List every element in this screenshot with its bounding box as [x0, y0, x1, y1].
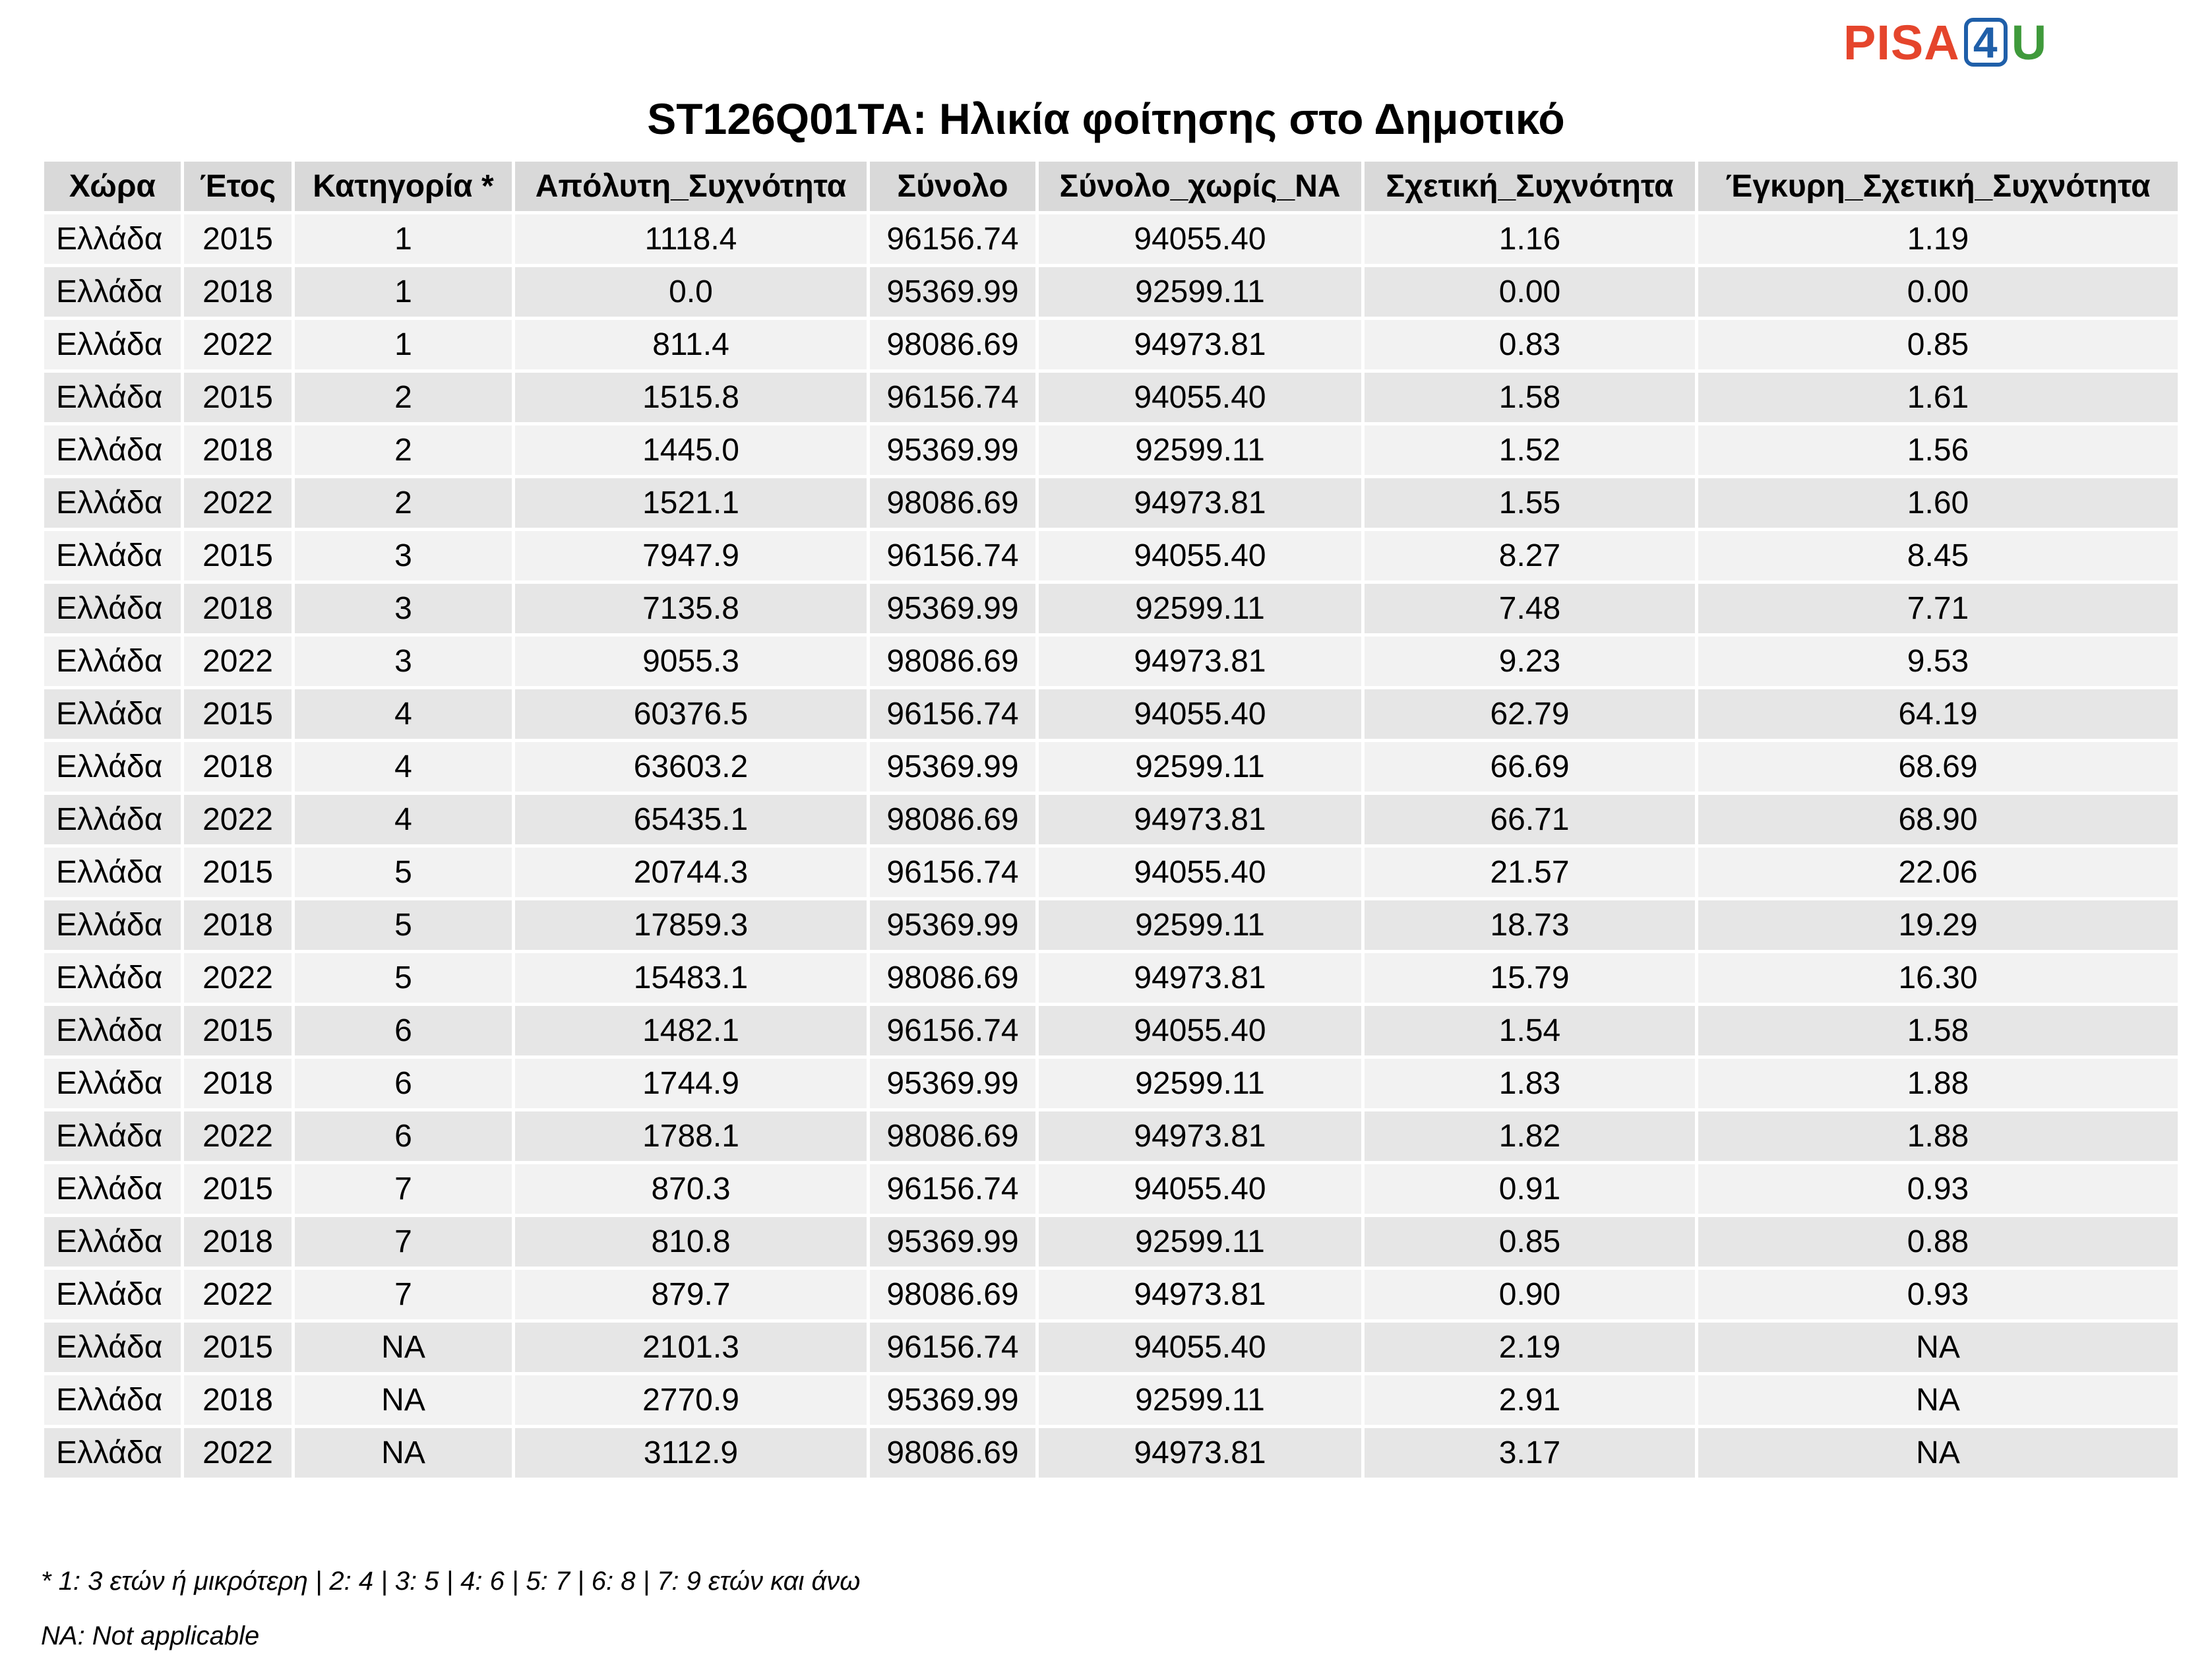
table-cell: 7947.9	[514, 530, 869, 582]
na-footnote: NA: Not applicable	[41, 1621, 260, 1650]
table-row	[43, 477, 2180, 530]
table-cell: 68.69	[1697, 741, 2180, 794]
table-cell: 2018	[183, 1057, 293, 1110]
table-cell: 2022	[183, 794, 293, 846]
table-cell: 2015	[183, 1163, 293, 1216]
table-cell: 94055.40	[1037, 371, 1363, 424]
table-cell: 5	[293, 846, 514, 899]
table-cell: 2015	[183, 688, 293, 741]
table-cell: 9.53	[1697, 635, 2180, 688]
table-cell: 3.17	[1363, 1427, 1697, 1480]
table-cell: 92599.11	[1037, 741, 1363, 794]
table-cell: Ελλάδα	[43, 846, 183, 899]
table-cell: 2015	[183, 530, 293, 582]
table-cell: NA	[293, 1374, 514, 1427]
table-cell: 1.55	[1363, 477, 1697, 530]
table-row	[43, 794, 2180, 846]
table-cell: 6	[293, 1057, 514, 1110]
table-cell: 1515.8	[514, 371, 869, 424]
table-cell: Ελλάδα	[43, 213, 183, 266]
table-cell: 2015	[183, 371, 293, 424]
table-row	[43, 1005, 2180, 1057]
table-cell: 1.52	[1363, 424, 1697, 477]
table-cell: Ελλάδα	[43, 1005, 183, 1057]
table-cell: 98086.69	[869, 477, 1037, 530]
logo-u-text: U	[2011, 15, 2048, 70]
table-cell: 2022	[183, 477, 293, 530]
table-cell: 98086.69	[869, 1427, 1037, 1480]
table-cell: 1521.1	[514, 477, 869, 530]
table-cell: Ελλάδα	[43, 688, 183, 741]
table-cell: 94055.40	[1037, 1005, 1363, 1057]
table-row	[43, 1268, 2180, 1321]
table-cell: 3	[293, 530, 514, 582]
table-header-row	[43, 160, 2180, 213]
table-cell: 1.19	[1697, 213, 2180, 266]
table-row	[43, 371, 2180, 424]
table-row	[43, 1374, 2180, 1427]
table-cell: 5	[293, 952, 514, 1005]
table-cell: Ελλάδα	[43, 1110, 183, 1163]
table-body	[43, 213, 2180, 1480]
table-cell: NA	[293, 1427, 514, 1480]
table-row	[43, 582, 2180, 635]
table-cell: 2015	[183, 213, 293, 266]
table-cell: 7.71	[1697, 582, 2180, 635]
table-cell: 2015	[183, 1005, 293, 1057]
table-cell: 98086.69	[869, 1110, 1037, 1163]
table-cell: 1.54	[1363, 1005, 1697, 1057]
table-cell: 2018	[183, 899, 293, 952]
table-cell: 1.82	[1363, 1110, 1697, 1163]
table-cell: 95369.99	[869, 424, 1037, 477]
table-cell: 95369.99	[869, 1057, 1037, 1110]
table-cell: Ελλάδα	[43, 477, 183, 530]
table-cell: 92599.11	[1037, 424, 1363, 477]
table-cell: 1118.4	[514, 213, 869, 266]
table-cell: 94973.81	[1037, 635, 1363, 688]
table-cell: 94055.40	[1037, 1321, 1363, 1374]
table-row	[43, 635, 2180, 688]
table-row	[43, 1163, 2180, 1216]
category-footnote: * 1: 3 ετών ή μικρότερη | 2: 4 | 3: 5 | 4: 6 | 5: 7 | 6: 8 | 7: 9 ετών και άνω	[41, 1567, 861, 1596]
table-cell: 94055.40	[1037, 1163, 1363, 1216]
table-cell: NA	[1697, 1321, 2180, 1374]
logo-pisa-text: PISA	[1843, 15, 1960, 70]
table-cell: 3	[293, 635, 514, 688]
table-cell: 92599.11	[1037, 582, 1363, 635]
table-cell: Ελλάδα	[43, 266, 183, 319]
table-row	[43, 1057, 2180, 1110]
table-cell: Ελλάδα	[43, 1427, 183, 1480]
table-cell: 2770.9	[514, 1374, 869, 1427]
table-cell: 4	[293, 741, 514, 794]
table-cell: 0.00	[1363, 266, 1697, 319]
table-cell: 2022	[183, 1427, 293, 1480]
table-cell: Ελλάδα	[43, 424, 183, 477]
table-cell: 94973.81	[1037, 477, 1363, 530]
table-cell: 92599.11	[1037, 899, 1363, 952]
table-cell: 63603.2	[514, 741, 869, 794]
table-row	[43, 1216, 2180, 1268]
table-cell: 94973.81	[1037, 1268, 1363, 1321]
table-cell: 98086.69	[869, 794, 1037, 846]
table-cell: 2022	[183, 952, 293, 1005]
table-cell: Ελλάδα	[43, 899, 183, 952]
table-cell: 3112.9	[514, 1427, 869, 1480]
table-row	[43, 266, 2180, 319]
table-cell: 96156.74	[869, 846, 1037, 899]
table-cell: 0.91	[1363, 1163, 1697, 1216]
table-cell: 16.30	[1697, 952, 2180, 1005]
table-cell: 2101.3	[514, 1321, 869, 1374]
table-cell: 2022	[183, 1268, 293, 1321]
table-cell: 1.56	[1697, 424, 2180, 477]
table-cell: 94055.40	[1037, 530, 1363, 582]
table-cell: 98086.69	[869, 319, 1037, 371]
column-header: Σχετική_Συχνότητα	[1363, 160, 1697, 213]
table-cell: 95369.99	[869, 1374, 1037, 1427]
table-row	[43, 741, 2180, 794]
table-cell: 9055.3	[514, 635, 869, 688]
table-cell: 19.29	[1697, 899, 2180, 952]
table-cell: 811.4	[514, 319, 869, 371]
table-cell: 7135.8	[514, 582, 869, 635]
table-cell: 9.23	[1363, 635, 1697, 688]
table-row	[43, 688, 2180, 741]
table-cell: 60376.5	[514, 688, 869, 741]
table-cell: 98086.69	[869, 635, 1037, 688]
table-cell: 15.79	[1363, 952, 1697, 1005]
table-row	[43, 530, 2180, 582]
table-cell: 7	[293, 1216, 514, 1268]
table-cell: 0.93	[1697, 1268, 2180, 1321]
table-cell: 96156.74	[869, 1005, 1037, 1057]
table-cell: 7.48	[1363, 582, 1697, 635]
table-cell: 95369.99	[869, 582, 1037, 635]
table-cell: 96156.74	[869, 1163, 1037, 1216]
column-header: Σύνολο	[869, 160, 1037, 213]
table-cell: 1	[293, 213, 514, 266]
table-cell: 2022	[183, 319, 293, 371]
table-cell: 1.60	[1697, 477, 2180, 530]
table-cell: 0.85	[1697, 319, 2180, 371]
table-cell: 1	[293, 319, 514, 371]
table-cell: 7	[293, 1163, 514, 1216]
table-cell: 95369.99	[869, 266, 1037, 319]
table-cell: 2018	[183, 1374, 293, 1427]
table-cell: 96156.74	[869, 688, 1037, 741]
pisa4u-logo	[1843, 15, 2047, 70]
table-cell: 94973.81	[1037, 794, 1363, 846]
table-cell: 94973.81	[1037, 1110, 1363, 1163]
column-header: Σύνολο_χωρίς_NA	[1037, 160, 1363, 213]
table-cell: 810.8	[514, 1216, 869, 1268]
column-header: Απόλυτη_Συχνότητα	[514, 160, 869, 213]
table-cell: Ελλάδα	[43, 1216, 183, 1268]
table-cell: 1.88	[1697, 1057, 2180, 1110]
table-cell: 94973.81	[1037, 952, 1363, 1005]
table-cell: Ελλάδα	[43, 319, 183, 371]
table-cell: 92599.11	[1037, 266, 1363, 319]
table-cell: NA	[1697, 1427, 2180, 1480]
table-cell: 65435.1	[514, 794, 869, 846]
table-cell: 96156.74	[869, 213, 1037, 266]
table-cell: 1744.9	[514, 1057, 869, 1110]
table-cell: 3	[293, 582, 514, 635]
page-title: ST126Q01TA: Ηλικία φοίτησης στο Δημοτικό	[647, 94, 1565, 143]
table-cell: 17859.3	[514, 899, 869, 952]
table-row	[43, 213, 2180, 266]
logo-four-badge: 4	[1964, 18, 2008, 67]
table-row	[43, 319, 2180, 371]
table-cell: Ελλάδα	[43, 952, 183, 1005]
table-cell: 92599.11	[1037, 1216, 1363, 1268]
table-cell: 4	[293, 688, 514, 741]
table-cell: 94973.81	[1037, 319, 1363, 371]
table-cell: 6	[293, 1110, 514, 1163]
table-cell: 96156.74	[869, 1321, 1037, 1374]
table-cell: 62.79	[1363, 688, 1697, 741]
column-header: Κατηγορία *	[293, 160, 514, 213]
table-cell: 64.19	[1697, 688, 2180, 741]
table-cell: 0.85	[1363, 1216, 1697, 1268]
table-cell: 92599.11	[1037, 1057, 1363, 1110]
table-cell: 2015	[183, 846, 293, 899]
table-cell: 98086.69	[869, 1268, 1037, 1321]
table-cell: 2015	[183, 1321, 293, 1374]
table-cell: 1.83	[1363, 1057, 1697, 1110]
table-cell: 7	[293, 1268, 514, 1321]
table-cell: Ελλάδα	[43, 582, 183, 635]
table-row	[43, 846, 2180, 899]
table-cell: Ελλάδα	[43, 1268, 183, 1321]
table-cell: 2018	[183, 266, 293, 319]
table-cell: Ελλάδα	[43, 635, 183, 688]
table-cell: 1.58	[1363, 371, 1697, 424]
table-cell: 20744.3	[514, 846, 869, 899]
table-cell: 870.3	[514, 1163, 869, 1216]
table-cell: Ελλάδα	[43, 371, 183, 424]
table-cell: 8.27	[1363, 530, 1697, 582]
table-cell: 2022	[183, 1110, 293, 1163]
table-row	[43, 899, 2180, 952]
table-cell: 2.91	[1363, 1374, 1697, 1427]
table-cell: Ελλάδα	[43, 1374, 183, 1427]
table-cell: 22.06	[1697, 846, 2180, 899]
table-cell: 98086.69	[869, 952, 1037, 1005]
table-cell: 1	[293, 266, 514, 319]
table-cell: 1482.1	[514, 1005, 869, 1057]
table-cell: Ελλάδα	[43, 1057, 183, 1110]
table-cell: 96156.74	[869, 371, 1037, 424]
table-cell: 94973.81	[1037, 1427, 1363, 1480]
table-row	[43, 1110, 2180, 1163]
table-cell: 15483.1	[514, 952, 869, 1005]
table-cell: 6	[293, 1005, 514, 1057]
table-cell: 2.19	[1363, 1321, 1697, 1374]
table-cell: NA	[293, 1321, 514, 1374]
table-cell: 21.57	[1363, 846, 1697, 899]
table-cell: 18.73	[1363, 899, 1697, 952]
table-cell: 94055.40	[1037, 688, 1363, 741]
table-row	[43, 424, 2180, 477]
table-cell: 0.90	[1363, 1268, 1697, 1321]
column-header: Έτος	[183, 160, 293, 213]
table-cell: 0.00	[1697, 266, 2180, 319]
table-cell: 1.88	[1697, 1110, 2180, 1163]
table-cell: 2	[293, 424, 514, 477]
table-cell: 1445.0	[514, 424, 869, 477]
table-cell: 68.90	[1697, 794, 2180, 846]
table-cell: 0.0	[514, 266, 869, 319]
table-cell: Ελλάδα	[43, 530, 183, 582]
table-cell: 96156.74	[869, 530, 1037, 582]
table-cell: 0.88	[1697, 1216, 2180, 1268]
table-cell: 66.71	[1363, 794, 1697, 846]
table-cell: 66.69	[1363, 741, 1697, 794]
table-cell: 1788.1	[514, 1110, 869, 1163]
table-cell: 2018	[183, 582, 293, 635]
table-cell: 2018	[183, 1216, 293, 1268]
table-cell: 94055.40	[1037, 846, 1363, 899]
table-cell: 95369.99	[869, 741, 1037, 794]
table-cell: 2022	[183, 635, 293, 688]
table-cell: Ελλάδα	[43, 1321, 183, 1374]
table-cell: 5	[293, 899, 514, 952]
column-header: Χώρα	[43, 160, 183, 213]
table-cell: 2	[293, 371, 514, 424]
table-cell: 8.45	[1697, 530, 2180, 582]
table-cell: 879.7	[514, 1268, 869, 1321]
table-cell: 92599.11	[1037, 1374, 1363, 1427]
table-cell: Ελλάδα	[43, 741, 183, 794]
table-cell: 0.93	[1697, 1163, 2180, 1216]
table-row	[43, 952, 2180, 1005]
table-row	[43, 1427, 2180, 1480]
frequency-table	[41, 158, 2181, 1481]
column-header: Έγκυρη_Σχετική_Συχνότητα	[1697, 160, 2180, 213]
table-cell: 95369.99	[869, 1216, 1037, 1268]
table-cell: 1.61	[1697, 371, 2180, 424]
table-cell: 95369.99	[869, 899, 1037, 952]
table-cell: Ελλάδα	[43, 794, 183, 846]
table-cell: 2018	[183, 424, 293, 477]
table-cell: Ελλάδα	[43, 1163, 183, 1216]
table-cell: 1.58	[1697, 1005, 2180, 1057]
table-cell: 1.16	[1363, 213, 1697, 266]
table-cell: 4	[293, 794, 514, 846]
table-cell: 94055.40	[1037, 213, 1363, 266]
table-cell: 0.83	[1363, 319, 1697, 371]
table-row	[43, 1321, 2180, 1374]
table-cell: NA	[1697, 1374, 2180, 1427]
table-cell: 2	[293, 477, 514, 530]
table-cell: 2018	[183, 741, 293, 794]
